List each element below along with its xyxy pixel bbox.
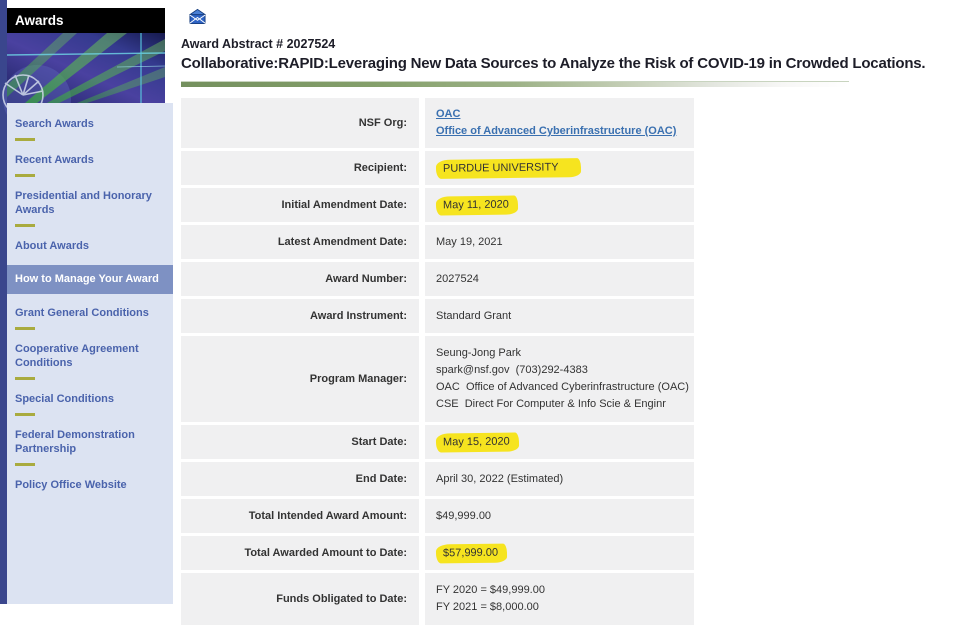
main-content	[181, 0, 964, 628]
sidebar-item-federal-demonstration-partnership[interactable]	[7, 428, 173, 466]
table-row-latest-amendment-date	[181, 225, 694, 259]
nsf-org-full-link[interactable]: Office of Advanced Cyberinfrastructure (OAC)	[436, 125, 677, 137]
table-row-award-number	[181, 262, 694, 296]
divider-dash	[15, 377, 35, 380]
row-value	[425, 98, 694, 148]
divider-dash	[15, 138, 35, 141]
funds-fy2021: FY 2021 = $8,000.00	[436, 601, 539, 613]
sidebar-item-search-awards[interactable]	[7, 117, 173, 141]
row-value-text: May 19, 2021	[436, 236, 503, 248]
row-label: Start Date:	[181, 425, 419, 459]
award-title: Collaborative:RAPID:Leveraging New Data Sources to Analyze the Risk of COVID-19 in Crowded Locations.	[181, 55, 926, 72]
row-label: End Date:	[181, 462, 419, 496]
divider-dash	[15, 174, 35, 177]
row-value	[425, 536, 694, 570]
row-value	[425, 499, 694, 533]
row-label: Program Manager:	[181, 336, 419, 422]
program-manager-org: OAC Office of Advanced Cyberinfrastructure (OAC)	[436, 381, 689, 393]
table-row-nsf-org	[181, 98, 694, 148]
sidebar-item-recent-awards[interactable]	[7, 153, 173, 177]
row-label: Award Number:	[181, 262, 419, 296]
sidebar-item-label: How to Manage Your Award	[15, 273, 159, 285]
row-label: Total Intended Award Amount:	[181, 499, 419, 533]
row-value	[425, 462, 694, 496]
sidebar	[0, 0, 174, 604]
row-label: NSF Org:	[181, 98, 419, 148]
table-row-start-date	[181, 425, 694, 459]
row-value-text: April 30, 2022 (Estimated)	[436, 473, 564, 485]
sidebar-item-label: Presidential and Honorary Awards	[15, 190, 152, 216]
sidebar-item-special-conditions[interactable]	[7, 392, 173, 416]
sidebar-item-label: Recent Awards	[15, 154, 94, 166]
row-label: Initial Amendment Date:	[181, 188, 419, 222]
highlighted-value: May 15, 2020	[436, 432, 519, 452]
email-icon[interactable]	[188, 8, 207, 30]
sidebar-item-label: Federal Demonstration Partnership	[15, 429, 135, 455]
divider-dash	[15, 224, 35, 227]
sidebar-item-label: Cooperative Agreement Conditions	[15, 343, 139, 369]
sidebar-item-label: Search Awards	[15, 118, 94, 130]
divider-dash	[15, 327, 35, 330]
divider-dash	[15, 463, 35, 466]
award-details-table	[181, 98, 694, 625]
sidebar-item-policy-office-website[interactable]	[7, 478, 173, 492]
row-value	[425, 573, 694, 625]
program-manager-directorate: CSE Direct For Computer & Info Scie & Enginr	[436, 398, 666, 410]
nsf-org-link[interactable]: OAC	[436, 108, 461, 120]
highlighted-value: PURDUE UNIVERSITY	[436, 158, 581, 179]
table-row-total-awarded-amount-to-date	[181, 536, 694, 570]
divider-dash	[15, 413, 35, 416]
row-label: Total Awarded Amount to Date:	[181, 536, 419, 570]
table-row-recipient	[181, 151, 694, 185]
funds-fy2020: FY 2020 = $49,999.00	[436, 584, 545, 596]
sidebar-item-grant-general-conditions[interactable]	[7, 306, 173, 330]
row-label: Recipient:	[181, 151, 419, 185]
sidebar-item-label: Grant General Conditions	[15, 307, 149, 319]
row-value	[425, 336, 694, 422]
row-label: Award Instrument:	[181, 299, 419, 333]
row-value	[425, 262, 694, 296]
program-manager-contact: spark@nsf.gov (703)292-4383	[436, 364, 588, 376]
program-manager-name: Seung-Jong Park	[436, 347, 521, 359]
table-row-total-intended-award-amount	[181, 499, 694, 533]
sidebar-item-cooperative-agreement-conditions[interactable]	[7, 342, 173, 380]
gradient-divider	[181, 81, 849, 87]
table-row-funds-obligated-to-date	[181, 573, 694, 625]
row-label: Funds Obligated to Date:	[181, 573, 419, 625]
table-row-award-instrument	[181, 299, 694, 333]
highlighted-value: $57,999.00	[436, 543, 507, 563]
row-value-text: Standard Grant	[436, 310, 512, 322]
table-row-program-manager	[181, 336, 694, 422]
table-row-end-date	[181, 462, 694, 496]
sidebar-item-label: Special Conditions	[15, 393, 115, 405]
highlighted-value: May 11, 2020	[436, 195, 518, 215]
sidebar-item-label: About Awards	[15, 240, 89, 252]
sidebar-item-presidential-honorary-awards[interactable]	[7, 189, 173, 227]
award-abstract-number: Award Abstract # 2027524	[181, 37, 336, 51]
sidebar-nav	[7, 103, 173, 604]
sidebar-title: Awards	[7, 8, 165, 33]
row-value-text: $49,999.00	[436, 510, 492, 522]
sidebar-item-about-awards[interactable]	[7, 239, 173, 253]
sidebar-item-label: Policy Office Website	[15, 479, 127, 491]
row-label: Latest Amendment Date:	[181, 225, 419, 259]
row-value	[425, 188, 694, 222]
row-value	[425, 225, 694, 259]
row-value-text: 2027524	[436, 273, 479, 285]
row-value	[425, 299, 694, 333]
row-value	[425, 151, 694, 185]
row-value	[425, 425, 694, 459]
sidebar-item-how-to-manage-your-award[interactable]	[7, 265, 173, 294]
awards-banner-image	[7, 33, 165, 103]
sidebar-top-gap	[7, 0, 174, 8]
table-row-initial-amendment-date	[181, 188, 694, 222]
